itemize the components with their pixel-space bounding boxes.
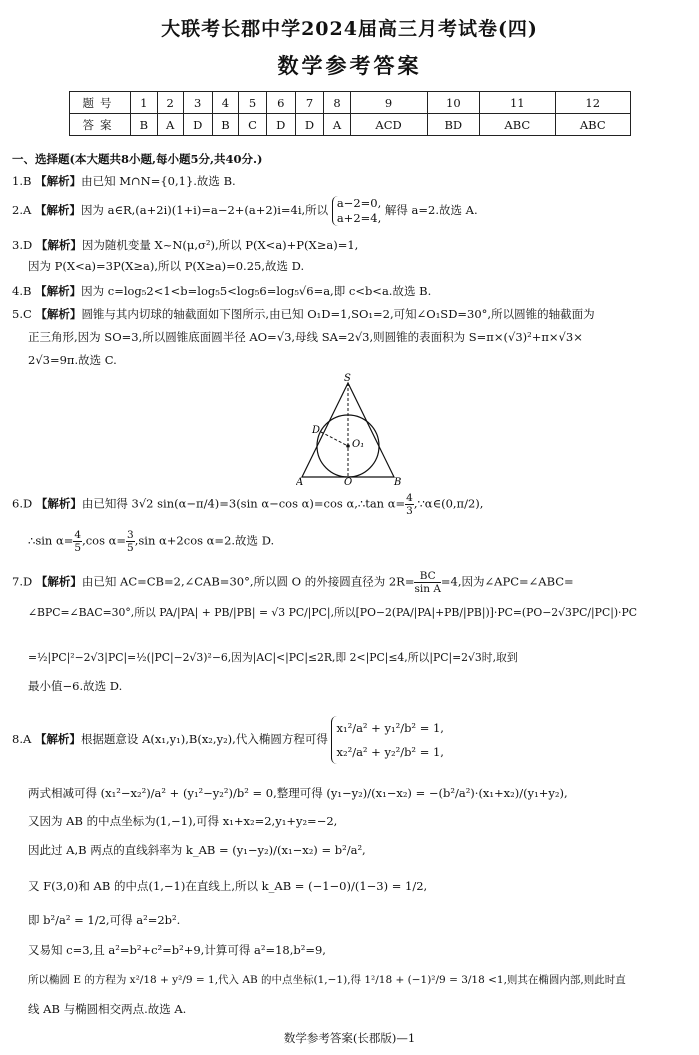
table-cell: ABC <box>555 114 631 136</box>
table-cell: 6 <box>266 92 295 114</box>
fraction <box>405 492 414 517</box>
equation: x₂²/a² + y₂²/b² = 1, <box>336 745 444 759</box>
answer-text: 因为 a∈R,(a+2i)(1+i)=a−2+(a+2)i=4i,所以 <box>80 203 329 217</box>
equation-system <box>332 196 381 226</box>
answer-8-cont: 两式相减可得 (x₁²−x₂²)/a² + (y₁²−y₂²)/b² = 0,整理可得 (y₁−y₂)/(x₁−x₂) = −(b²/a²)·(x₁+x₂)/(y₁+y₂), <box>28 786 568 800</box>
answer-8-cont: 因此过 A,B 两点的直线斜率为 k_AB = (y₁−y₂)/(x₁−x₂) = b²/a², <box>28 843 366 857</box>
analysis-tag: 【解析】 <box>35 238 82 252</box>
question-number: 5.C <box>12 307 32 321</box>
answer-text: 解得 a=2.故选 A. <box>384 203 478 217</box>
analysis-tag: 【解析】 <box>35 307 82 321</box>
answer-text: 因为随机变量 X~N(μ,σ²),所以 P(X<a)+P(X≥a)=1, <box>81 238 359 252</box>
question-number: 1.B <box>12 174 32 188</box>
answer-8-cont: 又因为 AB 的中点坐标为(1,−1),可得 x₁+x₂=2,y₁+y₂=−2, <box>28 814 338 828</box>
analysis-tag: 【解析】 <box>35 574 82 589</box>
question-number: 6.D <box>12 496 33 511</box>
label-o: O <box>344 477 353 485</box>
numerator: BC <box>414 570 440 583</box>
answer-8 <box>12 716 444 764</box>
answer-7 <box>12 570 574 595</box>
answer-text: ,cos α= <box>82 533 127 548</box>
question-number: 8.A <box>12 732 32 746</box>
analysis-tag: 【解析】 <box>35 496 82 511</box>
section-heading: 一、选择题(本大题共8小题,每小题5分,共40分.) <box>12 152 263 166</box>
table-cell: ACD <box>350 114 427 136</box>
fraction <box>414 570 440 595</box>
table-cell: 10 <box>427 92 480 114</box>
table-cell: A <box>324 114 350 136</box>
page-title: 大联考长郡中学2024届高三月考试卷(四) <box>161 18 538 40</box>
answer-7-cont: =½|PC|²−2√3|PC|=½(|PC|−2√3)²−6,因为|AC|<|PC|≤2R,即 2<|PC|≤4,所以|PC|=2√3时,取到 <box>28 651 518 664</box>
table-cell: D <box>295 114 324 136</box>
table-cell: D <box>183 114 212 136</box>
answer-8-cont: 即 b²/a² = 1/2,可得 a²=2b². <box>28 913 181 927</box>
answer-text: 因为 c=log₅2<1<b=log₅5<log₅6=log₅√6=a,即 c<b<a.故选 B. <box>81 284 432 298</box>
table-cell: B <box>131 114 158 136</box>
answer-6 <box>12 492 483 517</box>
label-o1: O₁ <box>352 439 365 450</box>
answer-8-cont: 线 AB 与椭圆相交两点.故选 A. <box>28 1002 187 1016</box>
label-b: B <box>394 477 402 485</box>
equation: x₁²/a² + y₁²/b² = 1, <box>336 721 444 735</box>
answer-text: =4,因为∠APC=∠ABC= <box>440 574 574 589</box>
numerator: 4 <box>74 529 82 541</box>
question-number: 4.B <box>12 284 32 298</box>
answer-text: 根据题意设 A(x₁,y₁),B(x₂,y₂),代入椭圆方程可得 <box>80 732 328 746</box>
answer-5-cont: 正三角形,因为 SO=3,所以圆锥底面圆半径 AO=√3,母线 SA=2√3,则圆锥的表面积为 S=π×(√3)²+π×√3× <box>28 330 583 344</box>
answer-5-cont: 2√3=9π.故选 C. <box>28 353 117 367</box>
equation: a+2=4, <box>336 211 382 225</box>
answer-8-cont: 又 F(3,0)和 AB 的中点(1,−1)在直线上,所以 k_AB = (−1−0)/(1−3) = 1/2, <box>28 879 428 893</box>
table-header-cell: 答案 <box>70 114 131 136</box>
center-point <box>346 444 350 448</box>
table-cell: 2 <box>157 92 183 114</box>
table-cell: 7 <box>295 92 324 114</box>
answer-3 <box>12 237 358 253</box>
table-cell: 1 <box>131 92 158 114</box>
answer-table <box>69 91 631 136</box>
answer-text: 由已知得 3√2 sin(α−π/4)=3(sin α−cos α)=cos α,∴tan α= <box>81 496 406 511</box>
table-cell: A <box>157 114 183 136</box>
denominator: 3 <box>406 505 413 517</box>
label-d: D <box>312 425 321 436</box>
answer-text: ,sin α+2cos α=2.故选 D. <box>134 533 275 548</box>
fraction <box>73 529 82 554</box>
table-cell: 8 <box>324 92 350 114</box>
table-cell: B <box>212 114 239 136</box>
answer-8-cont: 所以椭圆 E 的方程为 x²/18 + y²/9 = 1,代入 AB 的中点坐标(1,−1),得 1²/18 + (−1)²/9 = 3/18 <1,则其在椭圆内部,则此时直 <box>28 974 626 986</box>
answer-7-cont: ∠BPC=∠BAC=30°,所以 PA/|PA| + PB/|PB| = √3 PC/|PC|,所以[PO−2(PA/|PA|+PB/|PB|)]·PC=(PO−2√3PC/|PC|)·PC <box>28 606 638 619</box>
answer-text: ∴sin α= <box>28 533 74 548</box>
question-number: 7.D <box>12 574 33 589</box>
table-cell: 9 <box>350 92 427 114</box>
analysis-tag: 【解析】 <box>34 203 81 217</box>
analysis-tag: 【解析】 <box>35 284 82 298</box>
numerator: 3 <box>127 529 134 541</box>
denominator: 5 <box>127 542 134 554</box>
answer-7-cont: 最小值−6.故选 D. <box>28 679 123 693</box>
answer-5 <box>12 306 595 322</box>
analysis-tag: 【解析】 <box>34 732 81 746</box>
table-cell: ABC <box>480 114 555 136</box>
table-cell: 3 <box>183 92 212 114</box>
denominator: 5 <box>74 542 82 554</box>
answer-8-cont: 又易知 c=3,且 a²=b²+c²=b²+9,计算可得 a²=18,b²=9, <box>28 943 326 957</box>
analysis-tag: 【解析】 <box>35 174 82 188</box>
answer-6-cont <box>28 529 274 554</box>
cone-cross-section-figure <box>296 373 406 485</box>
question-number: 2.A <box>12 203 32 217</box>
answer-4 <box>12 283 431 299</box>
table-cell: D <box>266 114 295 136</box>
numerator: 4 <box>406 492 413 504</box>
page-subtitle: 数学参考答案 <box>277 53 422 78</box>
answer-3-cont: 因为 P(X<a)=3P(X≥a),所以 P(X≥a)=0.25,故选 D. <box>28 259 305 273</box>
answer-text: 圆锥与其内切球的轴截面如下图所示,由已知 O₁D=1,SO₁=2,可知∠O₁SD=30°,所以圆锥的轴截面为 <box>81 307 595 321</box>
table-cell: C <box>239 114 267 136</box>
table-cell: 4 <box>212 92 239 114</box>
table-row-numbers <box>70 92 631 114</box>
page-footer: 数学参考答案(长郡版)—1 <box>283 1031 416 1045</box>
table-cell: 11 <box>480 92 555 114</box>
table-cell: BD <box>427 114 480 136</box>
label-a: A <box>296 477 304 485</box>
equation-system <box>331 716 443 764</box>
table-cell: 5 <box>239 92 267 114</box>
answer-2 <box>12 196 478 226</box>
table-header-cell: 题号 <box>70 92 131 114</box>
answer-text: 由已知 AC=CB=2,∠CAB=30°,所以圆 O 的外接圆直径为 2R= <box>81 574 415 589</box>
label-s: S <box>344 373 351 384</box>
answer-text: ,∵α∈(0,π/2), <box>413 496 484 511</box>
question-number: 3.D <box>12 238 33 252</box>
equation: a−2=0, <box>336 196 382 210</box>
table-cell: 12 <box>555 92 631 114</box>
radius-o1d <box>321 432 348 446</box>
table-row-answers <box>70 114 631 136</box>
fraction <box>126 529 135 554</box>
answer-text: 由已知 M∩N={0,1}.故选 B. <box>81 174 236 188</box>
answer-1 <box>12 173 236 189</box>
denominator: sin A <box>414 583 441 595</box>
